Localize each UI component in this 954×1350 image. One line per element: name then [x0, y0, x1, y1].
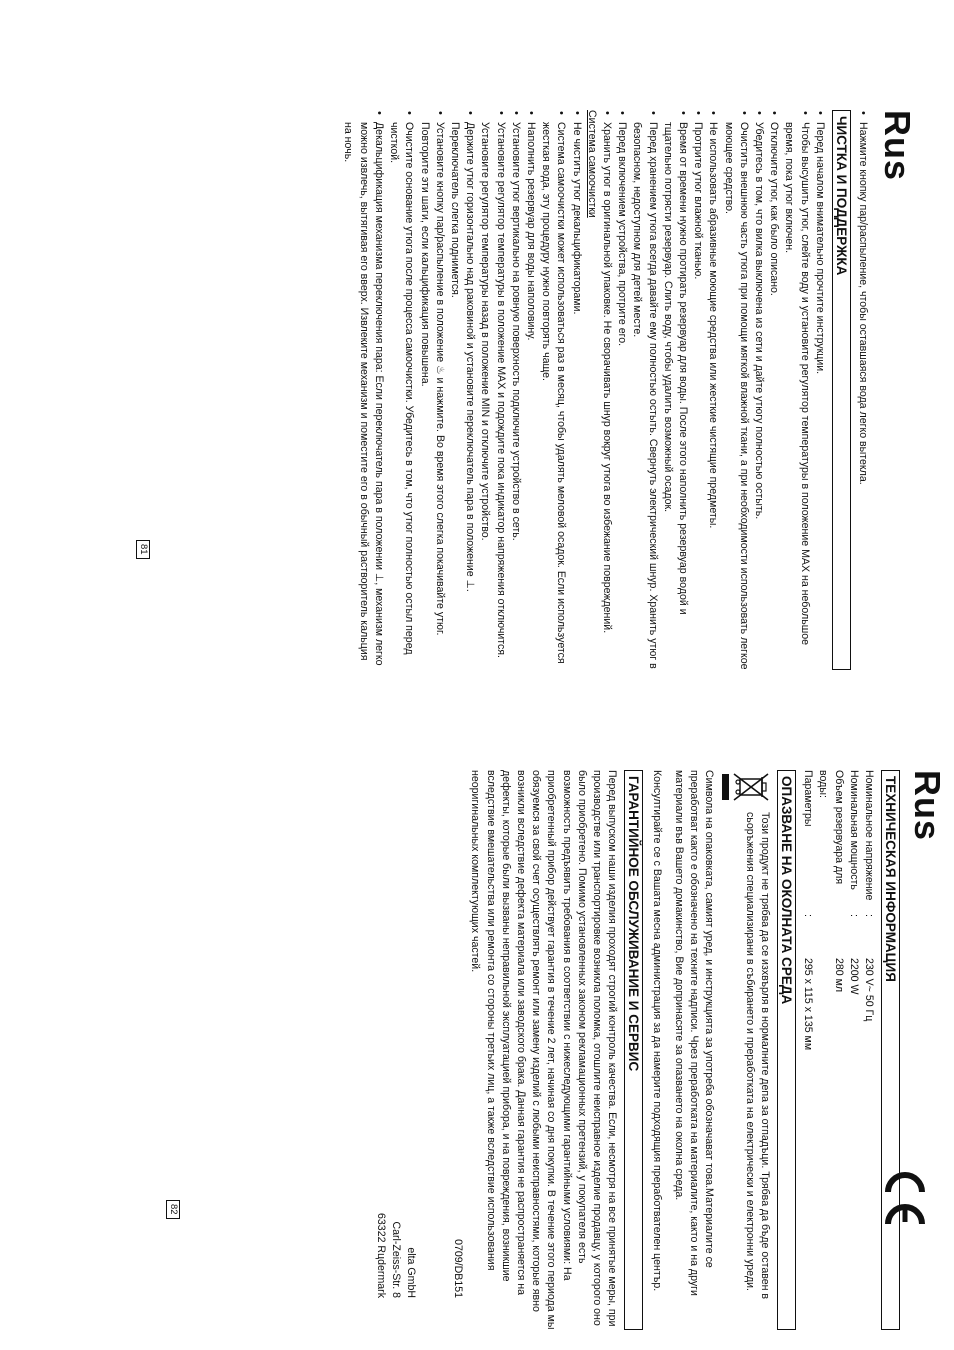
weee-row: [720, 770, 772, 1330]
list-item: • Наполнить резервуар для воды наполовину.: [523, 122, 538, 670]
cleaning-list: [599, 110, 827, 670]
language-title: Rus: [907, 770, 948, 842]
page-number: 81: [136, 540, 150, 559]
table-row: [800, 770, 815, 1054]
table-row: [861, 770, 876, 1054]
intro-list: [855, 110, 870, 670]
list-item: • Установите регулятор температуры в положение MAX и подождите пока индикатор напряжения отключится. Установите регулятор температуры назад в положение MIN и отключите устройство.: [477, 122, 507, 670]
spec-sep: :: [802, 914, 815, 917]
list-item: • Не чистить утюг декальцификаторами.: [568, 122, 583, 670]
spec-label: Номинальное напряжение: [863, 770, 875, 901]
spec-label: Объем резервуара для воды:: [817, 770, 845, 885]
section-title-tech-info: ТЕХНИЧЕСКАЯ ИНФОРМАЦИЯ: [881, 770, 900, 1330]
company-city: 63322 Rцdermark: [374, 1213, 387, 1298]
page-82: [148, 770, 948, 1330]
list-item: • Убедитесь в том, что вилка выключена из сети и дайте утюгу полностью остыть.: [751, 122, 766, 670]
table-row: [815, 770, 845, 1054]
self-clean-list: [340, 110, 583, 670]
spec-value: 295 x 115 x 135 мм: [802, 958, 815, 1051]
list-item: • Перед включением устройства, протрите его.: [614, 122, 629, 670]
spec-sep: [815, 914, 845, 958]
list-item: • Декальцификация механизма переключения пара: Если переключатель пара в положении ⊥, механизм легко можно извлечь, вытягивая его вверх. Извлеките механизм и поместите его в обычный растворитель кальция на ночь.: [340, 122, 386, 670]
company-address: [372, 1148, 418, 1298]
spec-sep: :: [863, 914, 875, 917]
list-item: • Перед началом внимательно прочтите инструкции.: [812, 122, 827, 670]
company-name: elta GmbH: [405, 1247, 417, 1298]
spec-value: 2200 W: [847, 958, 860, 995]
list-item: • Установите кнопку пар/распыление в положение ♨ и нажмите. Во время этого слегка покачивайте утюг. Повторите эти шаги, если кальцификация повышена.: [416, 122, 446, 670]
section-title-cleaning: ЧИСТКА И ПОДДЕРЖКА: [832, 110, 851, 670]
env-text-3: Консултирайте се с Вашата месна администрация за да намерите подходящия преработвателен център.: [651, 770, 664, 1292]
ce-mark-icon: [882, 1162, 928, 1230]
list-item: • Система самоочистки может использоваться раз в месяц, чтобы удалять меловой осадок. Если используется жесткая вода, эту процедуру нужно повторять чаще.: [538, 122, 568, 670]
spec-table: [800, 770, 876, 1054]
list-item: • Чтобы высушить утюг, слейте воду и установите регулятор температуры в положение MAX на небольшое время, пока утюг включен.: [781, 122, 811, 670]
crossed-bin-icon: [720, 770, 772, 804]
list-item: • Не использовать абразивные моющие средства или жесткие чистящие предметы.: [705, 122, 720, 670]
env-text-1: Този продукт не трябва да се изхвърля в нормалните депа за отпадъци. Трябва да бъде оставен в сьоръжения специализирани в събирането и преработката на електрически и електронни уреди.: [743, 812, 771, 1300]
list-item: • Время от времени нужно протирать резервуар для воды. После этого наполнить резервуар водой и тщательно потрясти резервуар. Слить воду, чтобы удалить возможный осадок.: [660, 122, 690, 670]
intro-bullet: • Нажмите кнопку пар/распыление, чтобы оставшаяся вода легко вытекла.: [855, 122, 870, 670]
spec-value: 280 мл: [832, 958, 845, 993]
list-item: • Очистить внешнюю часть утюга при помощи мягкой влажной ткани, а при необходимости использовать легкое моющее средство.: [720, 122, 750, 670]
env-text-2: Символа на опаковката, самият уред, и инструкцията за употреба обозначават това.Материалите се преработват както е обозначено на техните надписи. Чрез преработката на материалите, както и на други материали във Вашето домакинство, Вие допринасяте за опазването на околна среда.: [672, 770, 715, 1296]
page-81: [118, 110, 918, 670]
list-item: • Хранить утюг в оригинальной упаковке. Не сворачивать шнур вокруг утюга во избежание повреждений.: [599, 122, 614, 670]
list-item: • Установите утюг вертикально на ровную поверхность подключите устройство в сеть.: [508, 122, 523, 670]
page-number: 82: [166, 1200, 180, 1219]
list-item: • Очистите основание утюга после процесса самоочистки. Убедитесь в том, что утюг полностью остыл перед чисткой.: [386, 122, 416, 670]
list-item: • Протрите утюг влажной тканью.: [690, 122, 705, 670]
spec-sep: :: [847, 914, 860, 917]
language-title: Rus: [877, 110, 918, 182]
section-title-environment: ОПАЗВАНЕ НА ОКОЛНАТА СРЕДА: [777, 770, 796, 1330]
document-code: 0709/DB151: [452, 1239, 464, 1298]
list-item: • Перед хранением утюга всегда давайте ему полностью остыть. Свернуть электрический шнур. Хранить утюг в безопасном, недоступном для детей месте.: [629, 122, 659, 670]
warranty-text: Перед выпуском наши изделия проходят строгий контроль качества. Если, несмотря на все принятые меры, при производстве или транспортировке возникла поломка, отошлите неисправное изделие продавцу, у которого оно было приобретено. Помимо установленных законом рекламационных претензий, у покупателя есть возможность предъявить требования в соответствии с нижеследующими гарантийными условиями: На приобретенный прибор действует гарантия в течение 2 лет, начиная со дня покупки. В течение этого периода мы обязуемся за свой счет осуществлять ремонт или замену изделий с любыми неисправностями, которые явно возникли вследствие дефекта материала или заводского брака. Данная гарантия не распространяется на дефекты, которые были вызваны неправильной эксплуатацией прибора, и на повреждения, возникшие вследствие вмешательства или ремонта со стороны третьих лиц, а также вследствие использования неоригинальных комплектующих частей.: [469, 770, 619, 1330]
spec-label: Параметры: [802, 770, 815, 827]
spec-label: Номинальная мощность: [847, 770, 860, 890]
company-street: Carl-Zeiss-Str. 8: [389, 1221, 402, 1298]
list-item: • Держите утюг горизонтально над раковиной и установите переключатель пара в положение ⊥. Переключатель слегка поднимется.: [447, 122, 477, 670]
spec-value: 230 V~ 50 Гц: [863, 958, 875, 1022]
subsection-title-self-clean: Система самоочистки: [585, 110, 598, 218]
table-row: [846, 770, 861, 1054]
section-title-warranty: ГАРАНТИЙНОЕ ОБСЛУЖИВАНИЕ И СЕРВИС: [624, 770, 643, 1330]
list-item: • Отключите утюг, как было описано.: [766, 122, 781, 670]
ce-mark-text: [460, 770, 461, 771]
